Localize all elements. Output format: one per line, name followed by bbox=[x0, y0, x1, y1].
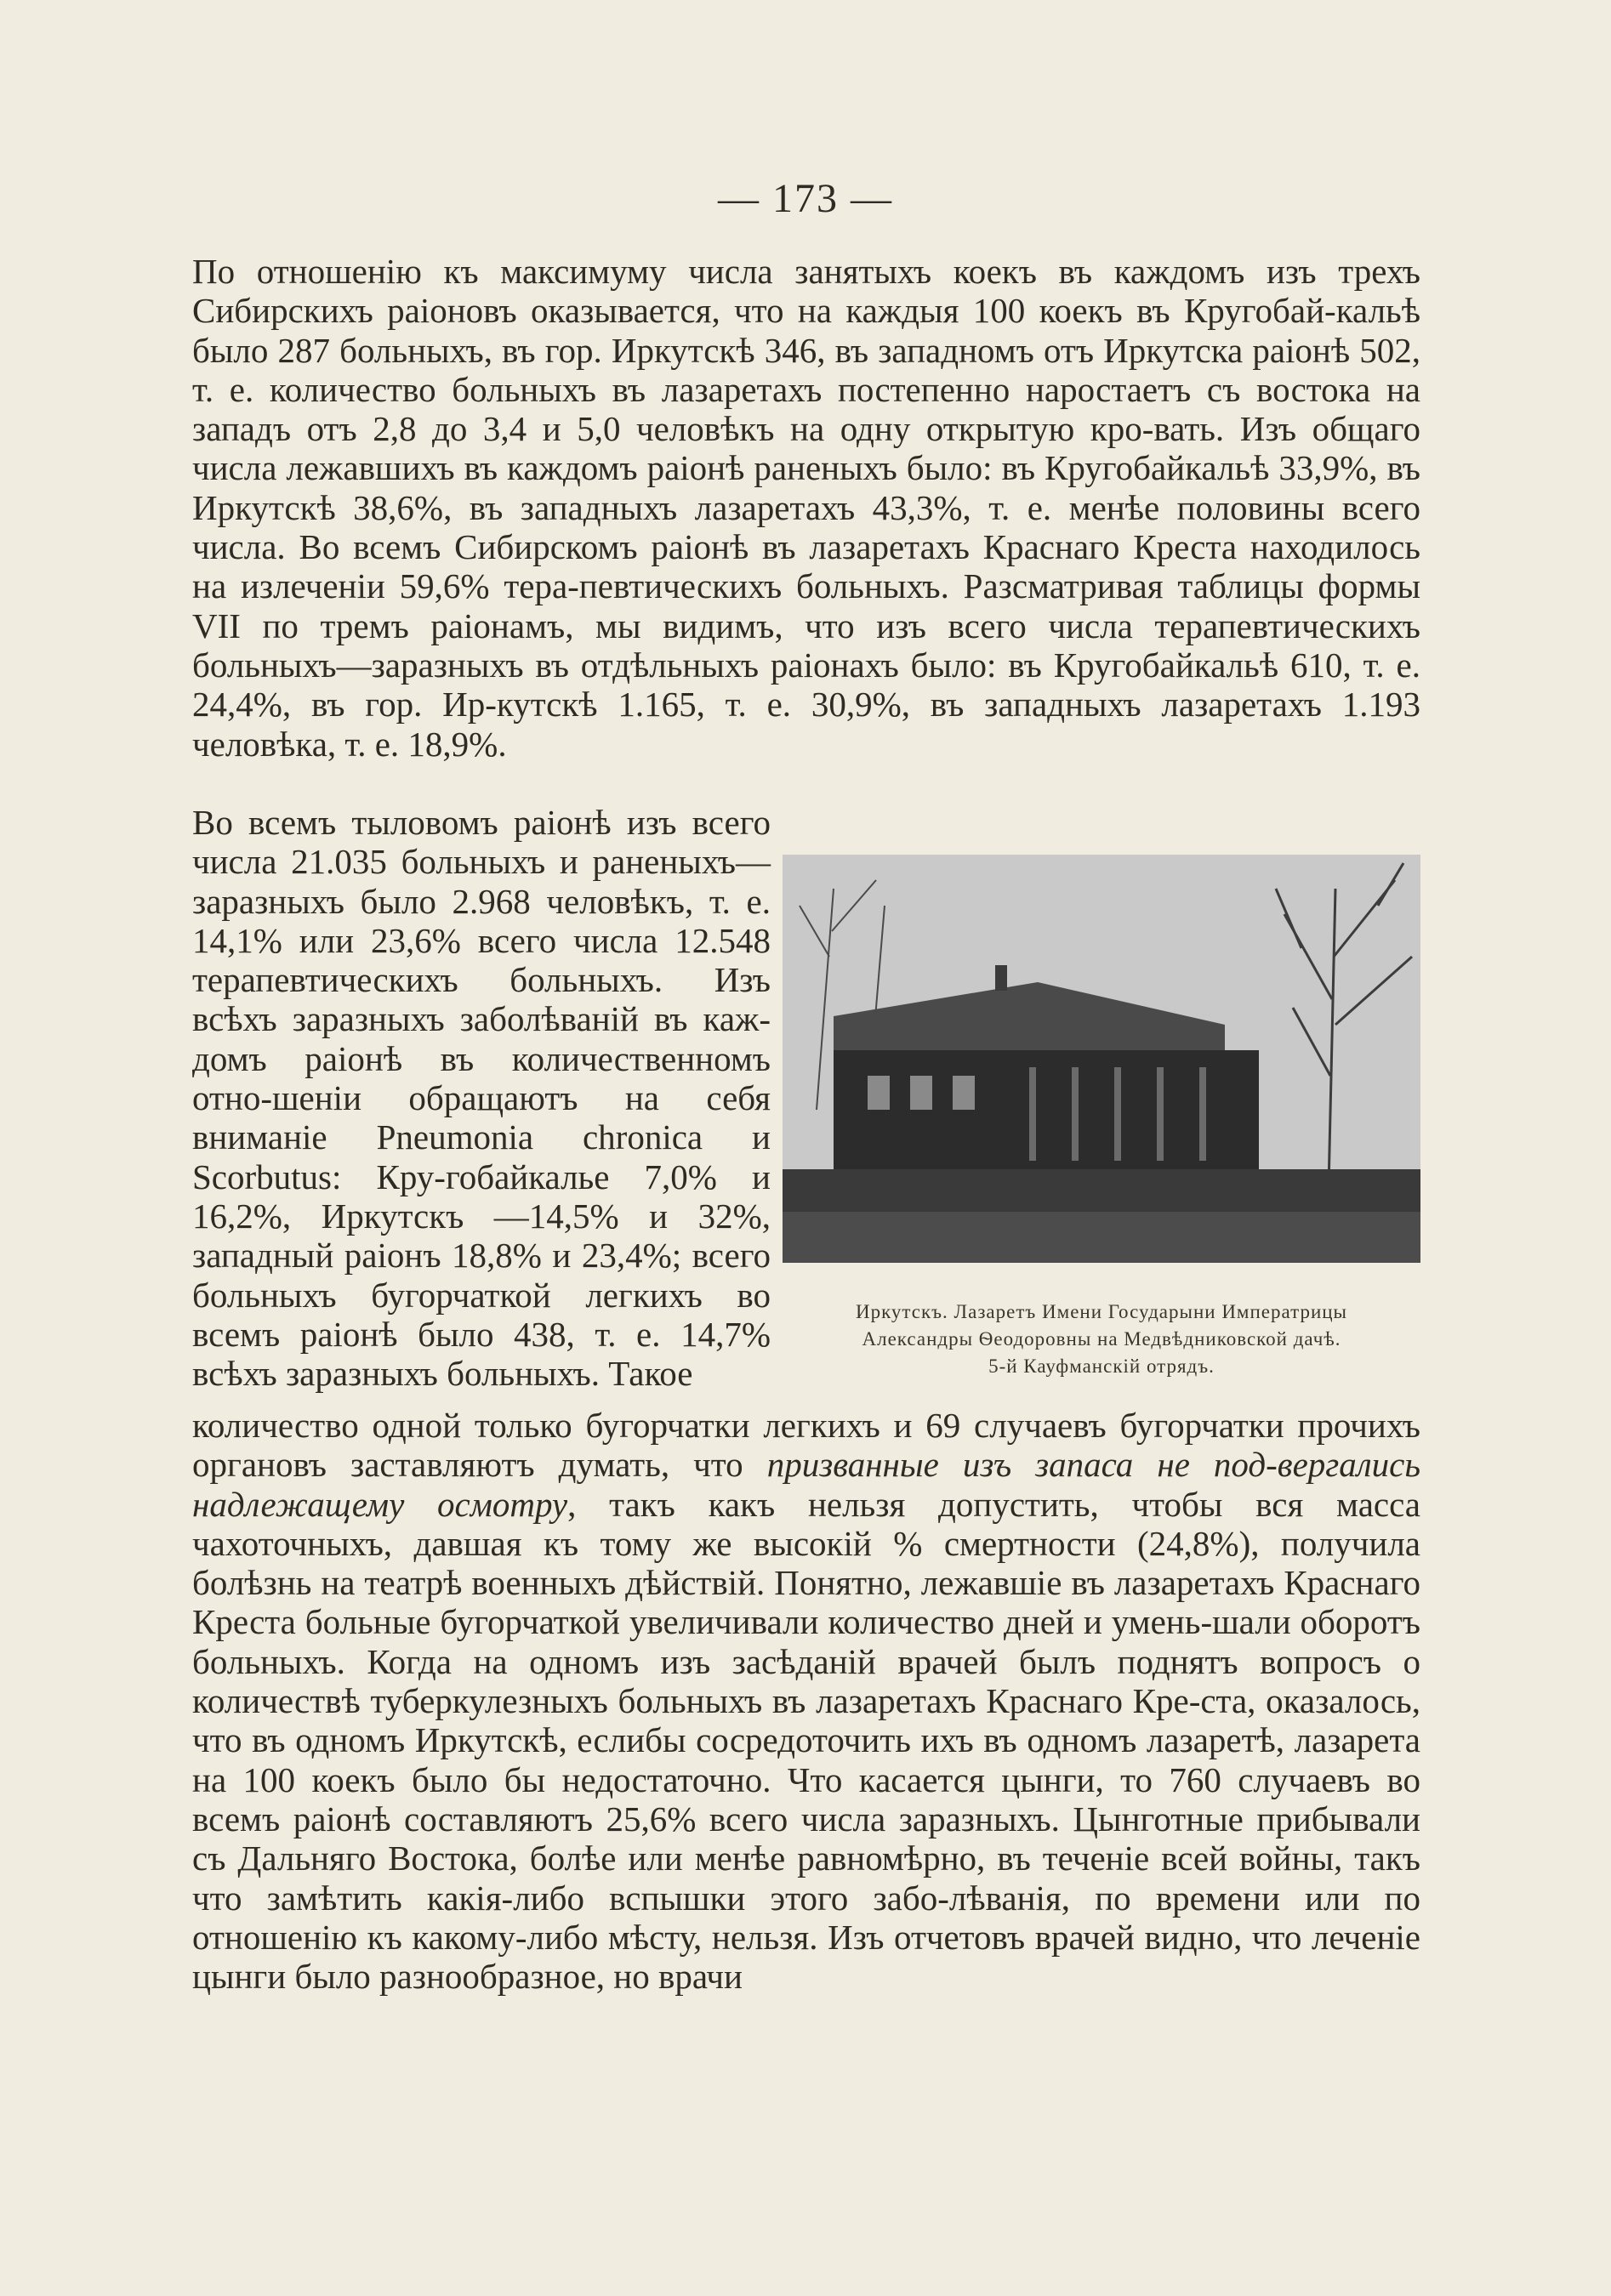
page-number: — 173 — bbox=[718, 176, 893, 221]
caption-line-1: Иркутскъ. Лазаретъ Имени Государыни Императрицы bbox=[855, 1301, 1348, 1322]
paragraph-bottom-text-2: , такъ какъ нельзя допустить, чтобы вся масса чахоточныхъ, давшая къ тому же высокій % смертности (24,8%), получила болѣзнь на театрѣ военныхъ дѣйствій. Понятно, лежавшіе въ лазаретахъ Краснаго Креста больные бугорчаткой увеличивали количество дней и умень-шали оборотъ больныхъ. Когда на одномъ изъ засѣданій врачей былъ поднятъ вопросъ о количествѣ туберкулезныхъ больныхъ въ лазаретахъ Краснаго Кре-ста, оказалось, что въ одномъ Иркутскѣ, еслибы сосредоточить ихъ въ одномъ лазаретѣ, лазарета на 100 коекъ было бы недостаточно. Что касается цынги, то 760 случаевъ во всемъ раіонѣ составляютъ 25,6% всего числа заразныхъ. Цынготные прибывали съ Дальняго Востока, болѣе или менѣе равномѣрно, въ теченіе всей войны, такъ что замѣтить какія-либо вспышки этого забо-лѣванія, по времени или по отношенію къ какому-либо мѣсту, нельзя. Изъ отчетовъ врачей видно, что леченіе цынги было разнообразное, но врачи bbox=[192, 1484, 1420, 1997]
caption-line-3: 5-й Кауфманскій отрядъ. bbox=[988, 1355, 1215, 1377]
photo-illustration bbox=[783, 855, 1420, 1263]
paragraph-bottom bbox=[192, 1406, 1420, 1996]
paragraph-bottom-italic: призванные изъ запаса не под-вергались надлежащему осмотру bbox=[192, 1445, 1421, 1524]
figure bbox=[783, 855, 1420, 1380]
caption-line-2: Александры Ѳеодоровны на Медвѣдниковской дачѣ. bbox=[862, 1328, 1341, 1350]
paragraph-bottom-text-1: количество одной только бугорчатки легкихъ и 69 случаевъ бугорчатки прочихъ органовъ заставляютъ думать, что bbox=[192, 1406, 1420, 1485]
figure-caption bbox=[783, 1299, 1420, 1380]
paragraph-top: По отношенію къ максимуму числа занятыхъ коекъ въ каждомъ изъ трехъ Сибирскихъ раіоновъ оказывается, что на каждыя 100 коекъ въ Кругобай-кальѣ было 287 больныхъ, въ гор. Иркутскѣ 346, въ западномъ отъ Иркутска раіонѣ 502, т. е. количество больныхъ въ лазаретахъ постепенно наростаетъ съ востока на западъ отъ 2,8 до 3,4 и 5,0 человѣкъ на одну открытую кро-вать. Изъ общаго числа лежавшихъ въ каждомъ раіонѣ раненыхъ было: въ Кругобайкальѣ 33,9%, въ Иркутскѣ 38,6%, въ западныхъ лазаретахъ 43,3%, т. е. менѣе половины всего числа. Во всемъ Сибирскомъ раіонѣ въ лазаретахъ Краснаго Креста находилось на излеченіи 59,6% тера-певтическихъ больныхъ. Разсматривая таблицы формы VII по тремъ раіонамъ, мы видимъ, что изъ всего числа терапевтическихъ больныхъ—заразныхъ въ отдѣльныхъ раіонахъ было: въ Кругобайкальѣ 610, т. е. 24,4%, въ гор. Ир-кутскѣ 1.165, т. е. 30,9%, въ западныхъ лазаретахъ 1.193 человѣка, т. е. 18,9%. bbox=[192, 252, 1420, 764]
paragraph-left-column: Во всемъ тыловомъ раіонѣ изъ всего числа 21.035 больныхъ и раненыхъ— заразныхъ было 2.968 человѣкъ, т. е. 14,1% или 23,6% всего числа 12.548 терапевтическихъ больныхъ. Изъ всѣхъ заразныхъ заболѣваній въ каж-домъ раіонѣ въ количественномъ отно-шеніи обращаютъ на себя вниманіе Pneumonia chronica и Scorbutus: Кру-гобайкалье 7,0% и 16,2%, Иркутскъ —14,5% и 32%, западный раіонъ 18,8% и 23,4%; всего больныхъ бугорчаткой легкихъ во всемъ раіонѣ было 438, т. е. 14,7% всѣхъ заразныхъ больныхъ. Такое bbox=[192, 803, 771, 1394]
photo-hospital-building bbox=[783, 855, 1420, 1263]
